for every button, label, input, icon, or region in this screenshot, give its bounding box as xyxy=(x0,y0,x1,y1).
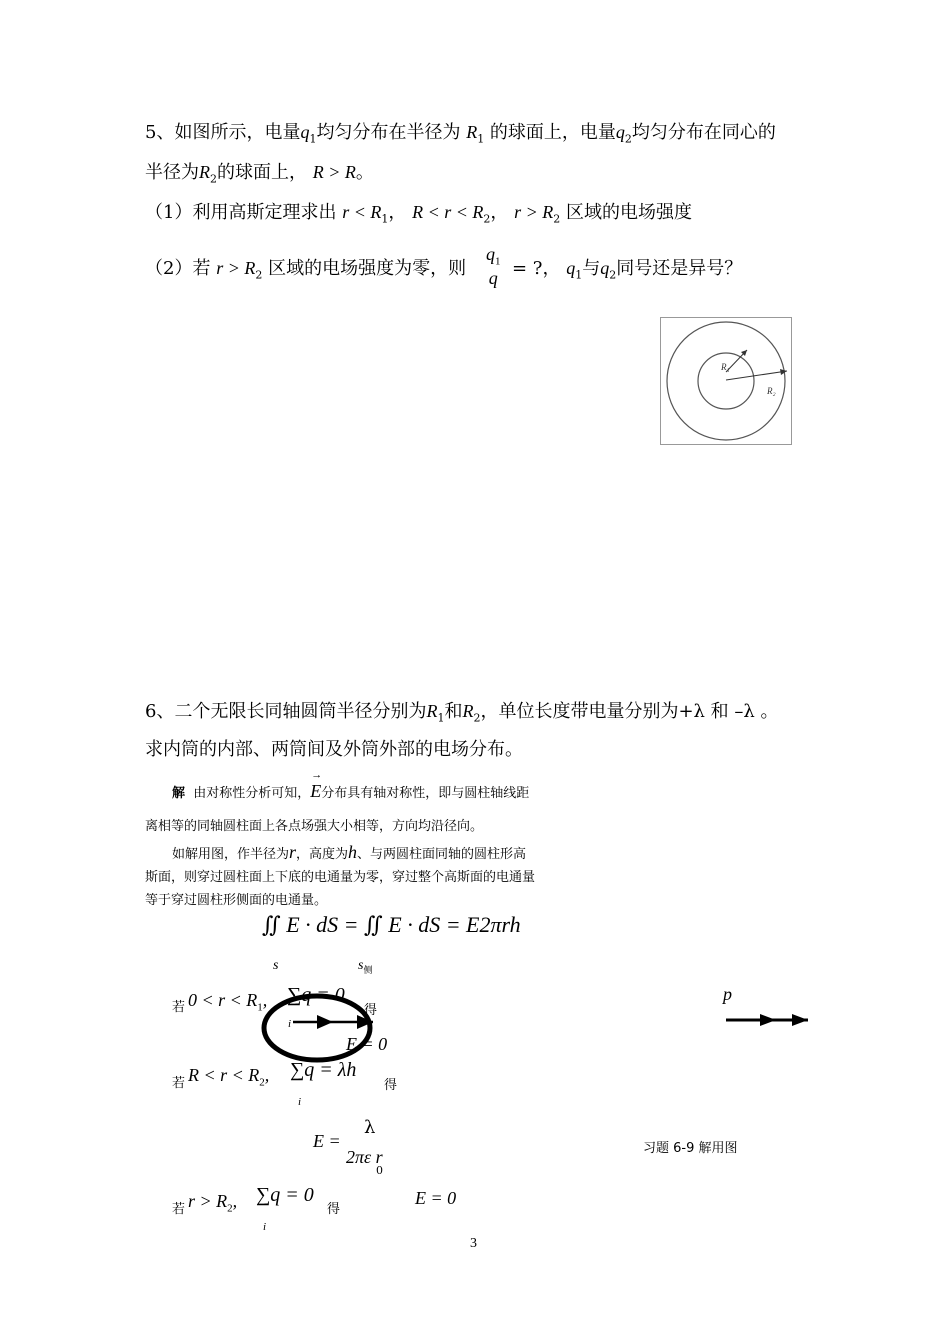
case2-sum: ∑q = λh xyxy=(290,1059,357,1081)
case1-de: 得 xyxy=(364,1003,378,1018)
case1-sum-i: i xyxy=(288,1018,292,1030)
problem6-line1: 6、二个无限长同轴圆筒半径分别为$R_1$和$R_2$，单位长度带电量分别为+λ 和 –λ 。 xyxy=(145,701,779,725)
case2-cond: $R < r < R_2$, xyxy=(188,1065,270,1089)
problem5-part1: （1）利用高斯定理求出 $r < R_1$， $R < r < R_2$， $r > R_2$ 区域的电场强度 xyxy=(145,202,692,226)
solution-line2: 离相等的同轴圆柱面上各点场强大小相等，方向均沿径向。 xyxy=(145,819,484,834)
solution-line3: 如解用图，作半径为r，高度为h、与两圆柱面同轴的圆柱形高 xyxy=(172,842,527,862)
case2-den-sub: 0 xyxy=(376,1164,383,1177)
gauss-sub-s-side: $s_侧$ xyxy=(358,958,373,975)
p-arrowhead-2 xyxy=(792,1014,808,1026)
case2-de: 得 xyxy=(384,1078,398,1093)
case1-ruo: 若 xyxy=(172,1000,186,1015)
loop-overlay xyxy=(255,990,395,1065)
case3-cond: $r > R_2$, xyxy=(188,1191,238,1215)
ratio-fraction: $q_1$ q xyxy=(486,244,501,288)
loop-arrowhead-1 xyxy=(317,1015,333,1029)
case1-result: E = 0 xyxy=(346,1034,388,1054)
problem5-part2-tail: = ?， $q_1$与$q_2$同号还是异号？ xyxy=(512,258,743,282)
case3-ruo: 若 xyxy=(172,1202,186,1217)
case3-sum-i: i xyxy=(263,1221,267,1233)
p-label: p xyxy=(723,984,732,1004)
case3-result: E = 0 xyxy=(415,1188,457,1208)
gauss-equation: ∬ E · dS = ∬ E · dS = E2πrh xyxy=(262,912,521,937)
case2-den: 2πε r xyxy=(346,1147,383,1167)
case2-sum-i: i xyxy=(298,1096,302,1108)
p-arrowhead-1 xyxy=(760,1014,776,1026)
concentric-spheres-figure xyxy=(660,317,792,445)
case2-ruo: 若 xyxy=(172,1076,186,1091)
problem6-line2: 求内筒的内部、两筒间及外筒外部的电场分布。 xyxy=(145,739,523,760)
problem5-line2: 半径为$R_2$的球面上， R > R。 xyxy=(145,162,374,186)
outer-sphere-circle xyxy=(667,322,785,440)
r1-label: R₁ xyxy=(721,362,730,372)
problem5-part2: （2）若 $r > R_2$ 区域的电场强度为零，则 xyxy=(145,258,467,282)
e-vector: E → xyxy=(310,769,323,801)
solution-line4: 斯面，则穿过圆柱面上下底的电通量为零，穿过整个高斯面的电通量 xyxy=(145,870,536,885)
case2-num: λ xyxy=(364,1117,376,1138)
case1-cond: $0 < r < R_1$, xyxy=(188,990,268,1014)
r2-label: R₂ xyxy=(767,386,776,396)
figure-caption: 习题 6-9 解用图 xyxy=(643,1141,738,1156)
problem5-line1: 5、如图所示，电量$q_1$均匀分布在半径为 $R_1$ 的球面上，电量$q_2$均匀分布在同心的 xyxy=(145,122,776,146)
case3-sum: ∑q = 0 xyxy=(256,1184,314,1206)
gauss-sub-s: s xyxy=(273,958,279,973)
solution-line5: 等于穿过圆柱形侧面的电通量。 xyxy=(145,893,328,908)
case2-lhs: E = xyxy=(313,1131,341,1151)
solution-line1: 解 由对称性分析可知，E → 分布具有轴对称性，即与圆柱轴线距 xyxy=(172,769,530,801)
case3-de: 得 xyxy=(327,1202,341,1217)
p-arrow xyxy=(724,1010,814,1030)
page-number: 3 xyxy=(470,1236,477,1251)
case1-sum: ∑q = 0 xyxy=(287,984,345,1006)
r2-arrow xyxy=(726,371,787,380)
